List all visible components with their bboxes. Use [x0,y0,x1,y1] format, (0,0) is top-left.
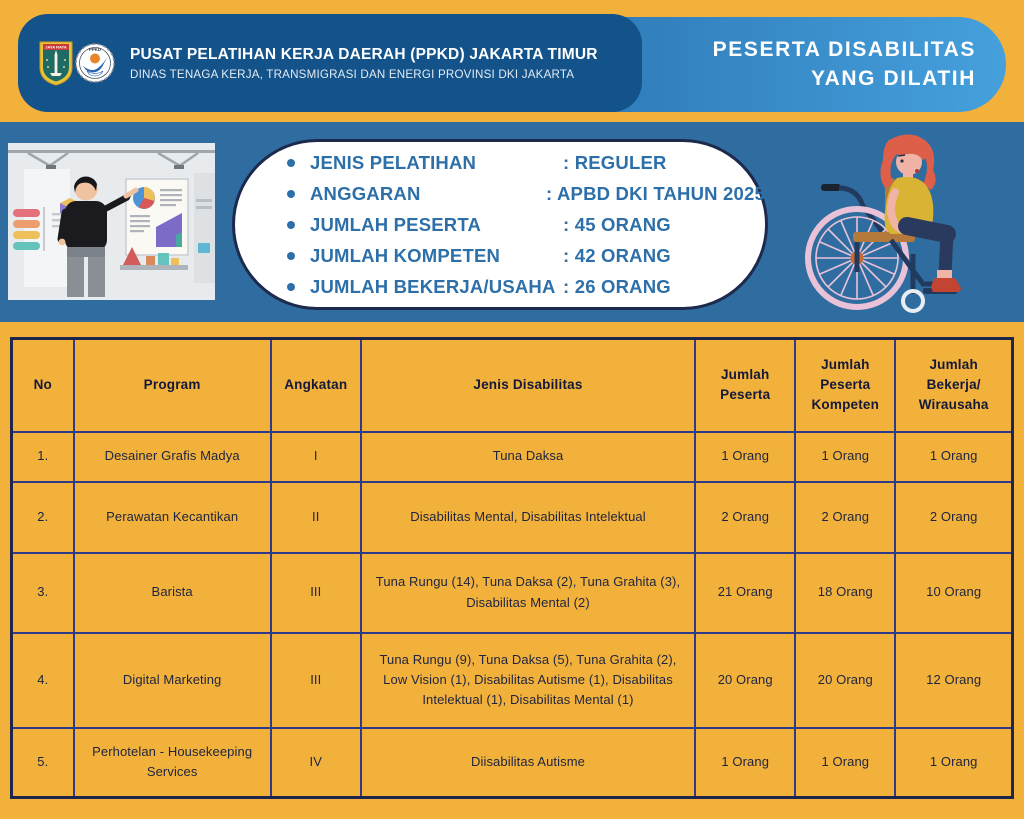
cell-angkatan: III [271,633,361,728]
stat-value: : 45 ORANG [563,213,671,235]
cell-program: Desainer Grafis Madya [74,432,271,482]
cell-jumlah-peserta: 1 Orang [695,728,795,798]
presentation-scene-svg [8,143,215,300]
cell-jumlah-peserta: 2 Orang [695,482,795,553]
stat-row-jumlah-kompeten [287,240,765,271]
col-header-jumlah-kompeten: Jumlah Peserta Kompeten [795,339,895,432]
cell-angkatan: III [271,553,361,633]
page-title-banner [580,17,1006,112]
cell-jumlah-kompeten: 2 Orang [795,482,895,553]
bullet-icon [287,221,295,229]
ppkd-logo [74,42,116,84]
stat-value: : 42 ORANG [563,244,671,266]
cell-jenis: Tuna Rungu (14), Tuna Daksa (2), Tuna Grahita (3), Disabilitas Mental (2) [361,553,695,633]
org-name: PUSAT PELATIHAN KERJA DAERAH (PPKD) JAKARTA TIMUR [130,45,598,63]
cell-jenis: Tuna Rungu (9), Tuna Daksa (5), Tuna Grahita (2), Low Vision (1), Disabilitas Autisme (1), Disabilitas Intelektual (1), Disabilitas Mental (1) [361,633,695,728]
col-header-jumlah-peserta: Jumlah Peserta [695,339,795,432]
cell-jumlah-bekerja: 10 Orang [895,553,1012,633]
stat-row-anggaran [287,178,765,209]
col-header-program: Program [74,339,271,432]
cell-angkatan: II [271,482,361,553]
org-header [18,14,642,112]
stat-row-jumlah-peserta [287,209,765,240]
col-header-jenis-disabilitas: Jenis Disabilitas [361,339,695,432]
cell-program: Barista [74,553,271,633]
col-header-jumlah-bekerja: Jumlah Bekerja/ Wirausaha [895,339,1012,432]
table-row [12,482,1013,553]
stat-label: ANGGARAN [310,182,421,204]
cell-program: Perhotelan - Housekeeping Services [74,728,271,798]
stat-label: JUMLAH BEKERJA/USAHA [310,275,556,297]
cell-jumlah-peserta: 21 Orang [695,553,795,633]
org-department: DINAS TENAGA KERJA, TRANSMIGRASI DAN ENERGI PROVINSI DKI JAKARTA [130,67,575,81]
table-row [12,553,1013,633]
cell-no: 1. [12,432,74,482]
bullet-icon [287,283,295,291]
cell-jenis: Disabilitas Mental, Disabilitas Intelektual [361,482,695,553]
cell-jumlah-kompeten: 18 Orang [795,553,895,633]
page-title-line2: YANG DILATIH [810,66,976,90]
stat-label: JUMLAH PESERTA [310,213,482,235]
cell-angkatan: I [271,432,361,482]
stat-value: : REGULER [563,151,667,173]
jakarta-motto-text: JAYA RAYA [45,44,67,50]
header-band [0,14,1024,112]
presentation-illustration [8,143,215,300]
bullet-icon [287,252,295,260]
table-header-row [12,339,1013,432]
bullet-icon [287,159,295,167]
ppkd-logo-text: PPKD [88,47,102,52]
cell-jumlah-kompeten: 1 Orang [795,432,895,482]
cell-jumlah-kompeten: 20 Orang [795,633,895,728]
cell-program: Perawatan Kecantikan [74,482,271,553]
bullet-icon [287,190,295,198]
table-row [12,633,1013,728]
cell-program: Digital Marketing [74,633,271,728]
cell-jumlah-bekerja: 12 Orang [895,633,1012,728]
cell-jumlah-peserta: 1 Orang [695,432,795,482]
col-header-no: No [12,339,74,432]
cell-angkatan: IV [271,728,361,798]
table-row [12,432,1013,482]
jakarta-coat-of-arms-logo [38,40,74,86]
training-stats-card [232,139,768,310]
stat-row-jenis-pelatihan [287,147,765,178]
cell-jenis: Tuna Daksa [361,432,695,482]
page-title-line1: PESERTA DISABILITAS [712,37,976,61]
cell-jumlah-kompeten: 1 Orang [795,728,895,798]
summary-banner [0,122,1024,322]
cell-jumlah-peserta: 20 Orang [695,633,795,728]
cell-jumlah-bekerja: 1 Orang [895,432,1012,482]
cell-jumlah-bekerja: 1 Orang [895,728,1012,798]
disability-participants-table [10,337,1014,799]
stat-label: JUMLAH KOMPETEN [310,244,501,266]
cell-no: 2. [12,482,74,553]
col-header-angkatan: Angkatan [271,339,361,432]
cell-jenis: Diisabilitas Autisme [361,728,695,798]
cell-no: 3. [12,553,74,633]
stat-label: JENIS PELATIHAN [310,151,477,173]
table-row [12,728,1013,798]
stat-value: : APBD DKI TAHUN 2025 [545,182,765,204]
org-text [130,46,598,81]
cell-no: 4. [12,633,74,728]
cell-jumlah-bekerja: 2 Orang [895,482,1012,553]
stat-value: : 26 ORANG [563,275,671,297]
wheelchair-person-illustration [795,126,1010,318]
cell-no: 5. [12,728,74,798]
stat-row-jumlah-bekerja [287,271,765,302]
